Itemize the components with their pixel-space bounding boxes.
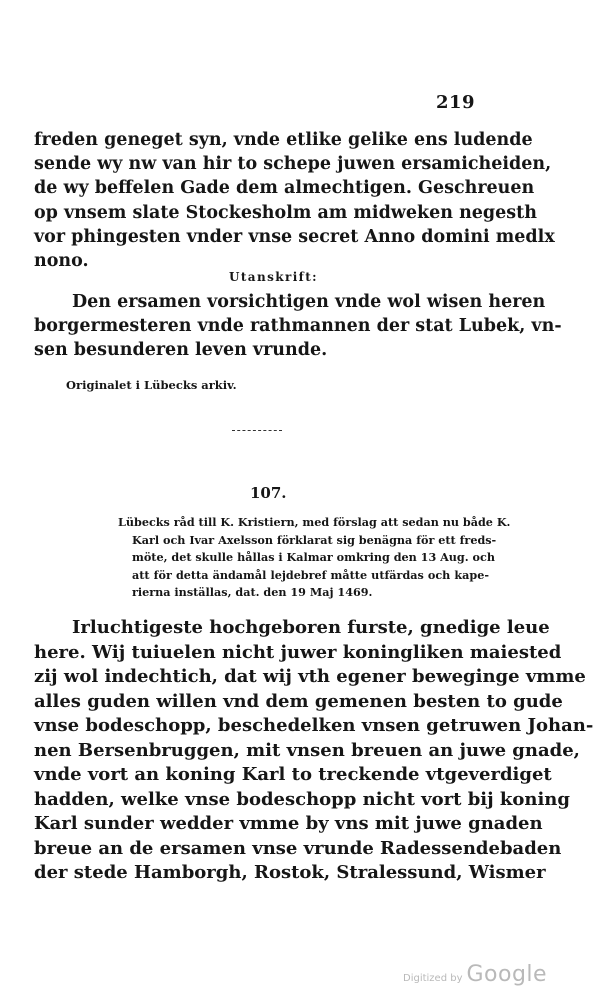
text-line: freden geneget syn, vnde etlike gelike ens ludende (34, 130, 533, 150)
summary-line: Lübecks råd till K. Kristiern, med förslag att sedan nu både K. (118, 515, 511, 529)
document-number: 107. (250, 484, 287, 502)
text-line: Den ersamen vorsichtigen vnde wol wisen heren (72, 292, 546, 312)
text-line: vor phingesten vnder vnse secret Anno domini medlx (34, 226, 555, 247)
summary-line: möte, det skulle hållas i Kalmar omkring den 13 Aug. och (132, 550, 495, 565)
text-line: der stede Hamborgh, Rostok, Stralessund, Wismer (34, 862, 546, 883)
section-divider (232, 430, 282, 431)
page-number: 219 (436, 92, 476, 113)
summary-line: rierna inställas, dat. den 19 Maj 1469. (132, 585, 373, 600)
letter-ending-paragraph (34, 128, 555, 273)
digitized-by-watermark (403, 962, 547, 987)
text-line: nen Bersenbruggen, mit vnsen breuen an juwe gnade, (34, 739, 580, 761)
document-summary (118, 514, 511, 602)
text-line: vnde vort an koning Karl to treckende vtgeverdiget (34, 764, 552, 785)
text-line: alles guden willen vnd dem gemenen besten to gude (34, 690, 563, 712)
archive-note: Originalet i Lübecks arkiv. (66, 378, 237, 392)
summary-line: Karl och Ivar Axelsson förklarat sig benägna för ett freds- (132, 532, 497, 547)
text-line: de wy beffelen Gade dem almechtigen. Geschreuen (34, 178, 535, 199)
text-line: borgermesteren vnde rathmannen der stat Lubek, vn- (34, 316, 562, 337)
text-line: Irluchtigeste hochgeboren furste, gnedige leue (72, 617, 550, 638)
digitized-by-text: Digitized by (403, 973, 463, 984)
summary-line: att för detta ändamål lejdebref måtte utfärdas och kape- (132, 567, 489, 582)
text-line: Karl sunder wedder vmme by vns mit juwe gnaden (34, 813, 543, 834)
text-line: zij wol indechtich, dat wij vth egener beweginge vmme (34, 666, 586, 687)
address-paragraph (34, 290, 562, 363)
text-line: sende wy nw van hir to schepe juwen ersamicheiden, (34, 154, 552, 175)
text-line: op vnsem slate Stockesholm am midweken negesth (34, 202, 537, 223)
text-line: here. Wij tuiuelen nicht juwer koningliken maiested (34, 641, 562, 663)
letter-body-paragraph (34, 616, 594, 886)
google-logo: Google (466, 962, 548, 987)
text-line: hadden, welke vnse bodeschopp nicht vort bij koning (34, 788, 570, 810)
address-label: Utanskrift: (229, 270, 318, 284)
text-line: vnse bodeschopp, beschedelken vnsen getruwen Johan- (34, 715, 594, 736)
text-line: breue an de ersamen vnse vrunde Radessendebaden (34, 837, 562, 859)
text-line: sen besunderen leven vrunde. (34, 340, 328, 361)
text-line: nono. (34, 250, 89, 271)
